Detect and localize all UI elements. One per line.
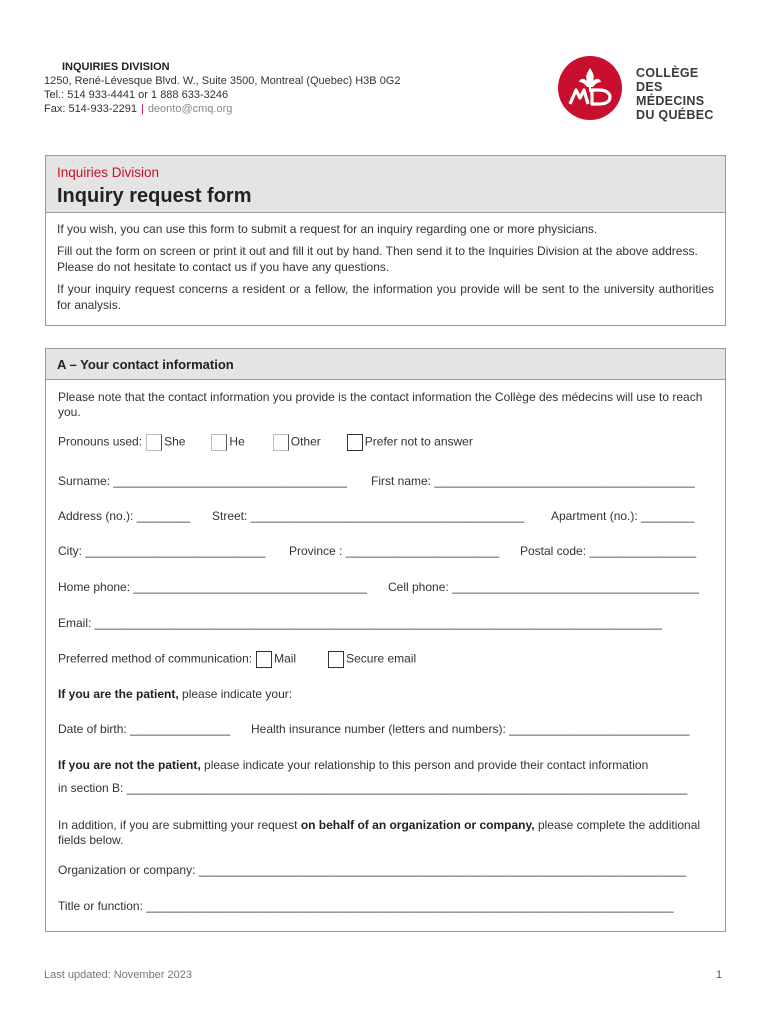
postal-code-field[interactable]: Postal code: ________________ bbox=[520, 544, 697, 558]
email-link[interactable]: deonto@cmq.org bbox=[147, 103, 233, 115]
date-of-birth-field[interactable]: Date of birth: _______________ bbox=[58, 722, 231, 736]
form-title: Inquiry request form bbox=[57, 185, 252, 207]
cmq-logo bbox=[558, 56, 728, 122]
province-field[interactable]: Province : _______________________ bbox=[289, 544, 500, 558]
health-insurance-field[interactable]: Health insurance number (letters and numbers): ___________________________ bbox=[251, 722, 690, 736]
pronouns-row bbox=[58, 434, 473, 451]
fax-line bbox=[44, 102, 400, 116]
other-label: Other bbox=[290, 434, 321, 449]
intro-paragraph-1: If you wish, you can use this form to submit a request for an inquiry regarding one or more physicians. bbox=[57, 222, 598, 236]
pronouns-label: Pronouns used: bbox=[58, 434, 143, 449]
email-field[interactable]: Email: _____________________________________________________________________________________ bbox=[58, 616, 662, 630]
intro-paragraph-3: If your inquiry request concerns a resident or a fellow, the information you provide will be sent to the university authorities for analysis. bbox=[57, 282, 714, 312]
not-patient-heading: If you are not the patient, please indicate your relationship to this person and provide their contact information bbox=[58, 758, 649, 772]
last-updated: Last updated: November 2023 bbox=[44, 969, 192, 981]
address-number-field[interactable]: Address (no.): ________ bbox=[58, 509, 191, 523]
preferred-method-label: Preferred method of communication: bbox=[58, 651, 253, 666]
city-field[interactable]: City: ___________________________ bbox=[58, 544, 266, 558]
fax-number: Fax: 514-933-2291 bbox=[44, 103, 137, 115]
logo-emblem-icon bbox=[558, 56, 622, 120]
organization-note: In addition, if you are submitting your request on behalf of an organization or company, please complete the additional fields below. bbox=[58, 818, 701, 847]
prefer-not-label: Prefer not to answer bbox=[364, 434, 473, 449]
first-name-field[interactable]: First name: _______________________________________ bbox=[371, 474, 695, 488]
mail-checkbox[interactable] bbox=[256, 651, 272, 668]
she-label: She bbox=[164, 434, 186, 449]
separator: | bbox=[140, 103, 144, 115]
secure-email-label: Secure email bbox=[346, 651, 417, 666]
page-number: 1 bbox=[716, 969, 723, 981]
logo-wordmark: COLLÈGE DES MÉDECINS DU QUÉBEC bbox=[636, 66, 714, 122]
patient-heading: If you are the patient, please indicate your: bbox=[58, 687, 293, 701]
she-checkbox[interactable] bbox=[146, 434, 162, 451]
division-heading: INQUIRIES DIVISION bbox=[62, 61, 170, 73]
contact-note: Please note that the contact information you provide is the contact information the Collège des médecins will use to reach you. bbox=[58, 390, 703, 419]
organization-field[interactable]: Organization or company: _________________________________________________________________________ bbox=[58, 863, 686, 877]
form-intro-box bbox=[45, 155, 726, 326]
surname-field[interactable]: Surname: ___________________________________ bbox=[58, 474, 347, 488]
address-line: 1250, René-Lévesque Blvd. W., Suite 3500, Montreal (Quebec) H3B 0G2 bbox=[44, 75, 401, 87]
section-b-relationship-field[interactable]: in section B: ____________________________________________________________________________________ bbox=[58, 781, 688, 795]
title-function-field[interactable]: Title or function: _______________________________________________________________________________ bbox=[58, 899, 674, 913]
other-checkbox[interactable] bbox=[273, 434, 289, 451]
intro-paragraph-2: Fill out the form on screen or print it out and fill it out by hand. Then send it to the Inquiries Division at the above address. Please do not hesitate to contact us if you have any questions. bbox=[57, 244, 698, 274]
section-a-title: A – Your contact information bbox=[57, 357, 234, 372]
tel-line: Tel.: 514 933-4441 or 1 888 633-3246 bbox=[44, 89, 229, 101]
apartment-field[interactable]: Apartment (no.): ________ bbox=[551, 509, 695, 523]
cell-phone-field[interactable]: Cell phone: _____________________________________ bbox=[388, 580, 699, 594]
section-a-box bbox=[45, 348, 726, 932]
street-field[interactable]: Street: _________________________________________ bbox=[212, 509, 525, 523]
mail-label: Mail bbox=[274, 651, 297, 666]
letterhead bbox=[44, 60, 400, 116]
preferred-method-row bbox=[58, 651, 416, 668]
form-subtitle: Inquiries Division bbox=[57, 165, 160, 180]
secure-email-checkbox[interactable] bbox=[328, 651, 344, 668]
form-title-header bbox=[46, 156, 725, 213]
he-checkbox[interactable] bbox=[211, 434, 227, 451]
home-phone-field[interactable]: Home phone: ___________________________________ bbox=[58, 580, 367, 594]
he-label: He bbox=[229, 434, 245, 449]
section-a-header bbox=[46, 349, 725, 380]
form-intro-text bbox=[46, 213, 725, 327]
prefer-not-checkbox[interactable] bbox=[347, 434, 363, 451]
